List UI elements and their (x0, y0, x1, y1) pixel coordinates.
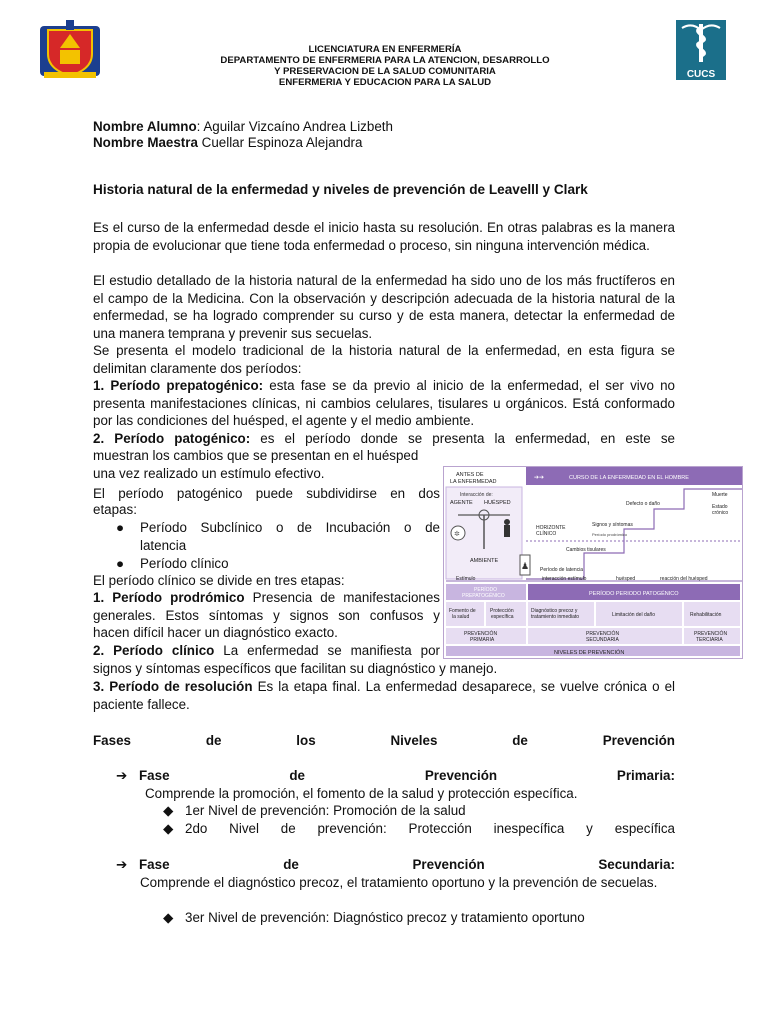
clinical-period-label: 2. Período clínico (93, 643, 215, 658)
course-label: CURSO DE LA ENFERMEDAD EN EL HOMBRE (569, 475, 689, 481)
heading-word: Prevención (602, 733, 675, 748)
before-label-1: ANTES DE (456, 472, 484, 478)
diamond-bullet-icon: ◆ (163, 910, 174, 925)
cell-health-promotion-1: Fomento de (449, 608, 476, 614)
prepatogenic-label: 1. Período prepatogénico: (93, 378, 264, 393)
header-line-4: ENFERMERIA Y EDUCACION PARA LA SALUD (278, 77, 492, 88)
resolution-text: Es la etapa final. La enfermedad desaparece, se vuelve crónica o el paciente fallece. (93, 679, 675, 712)
heading-word: Niveles (390, 733, 438, 748)
death-label: Muerte (712, 492, 728, 498)
title-word: de (289, 768, 306, 783)
paragraph-prepatogenic (93, 377, 675, 430)
cell-specific-protection-2: específica (491, 614, 514, 620)
prepatogenic-text: esta fase se da previo al inicio de la enfermedad, el ser vivo no presenta manifestaciones clínicas, ni cambios celulares, tisulares u orgánicos. Está conformado por las condiciones del huésped, el agente y el medio ambiente. (93, 378, 675, 429)
secondary-level-3: 3er Nivel de prevención: Diagnóstico precoz y tratamiento oportuno (185, 910, 585, 925)
natural-history-diagram (443, 466, 743, 659)
title-word: Prevención (412, 857, 485, 872)
host-reaction-label: reacción del huésped (660, 576, 708, 582)
host-label: HUÉSPED (484, 500, 511, 506)
paragraph-1: Es el curso de la enfermedad desde el inicio hasta su resolución. En otras palabras es la manera propia de evolucionar que tiene toda enfermedad o proceso, sin ninguna intervención médica. (93, 220, 675, 253)
secondary-phase-description: Comprende el diagnóstico precoz, el tratamiento oportuno y la prevención de secuelas. (140, 875, 658, 890)
chronic-label-1: Estado (712, 504, 728, 510)
virus-icon: ✲ (454, 531, 460, 538)
person-icon (504, 525, 510, 537)
pathogenic-text: es el período donde se presenta la enfermedad, en este se (250, 431, 675, 446)
header-line-2: DEPARTAMENTO DE ENFERMERIA PARA LA ATENCION, DESARROLLO (220, 55, 550, 66)
heading-word: de (205, 733, 222, 748)
bullet-subclinical-line-2: latencia (140, 537, 187, 553)
paragraph-pathogenic-line-1 (93, 430, 675, 448)
cell-early-diagnosis-1: Diagnóstico precoz y (531, 608, 578, 614)
cell-damage-limitation: Limitación del daño (612, 612, 656, 618)
title-word: Primaria: (616, 768, 675, 783)
title-word: Prevención (424, 768, 498, 783)
clinical-period-text: La enfermedad se manifiesta por (214, 643, 440, 658)
host-person-icon: ♟ (521, 561, 530, 571)
list-item (116, 519, 440, 554)
title-word: Secundaria: (598, 857, 675, 872)
prodromic-period-label: Período prodrómico (592, 532, 628, 537)
stimulus-label: Estímulo (456, 576, 476, 582)
pathogenic-label: 2. Período patogénico: (93, 431, 251, 446)
latency-label: Período de latencia (540, 567, 584, 573)
person-head-icon (504, 519, 510, 525)
bullet-clinical: Período clínico (140, 556, 229, 571)
heading-word: Fases (93, 733, 131, 748)
horizon-label-2: CLÍNICO (536, 531, 557, 537)
primary-level-2: 2do Nivel de prevención: Protección inespecífica y específica (185, 821, 675, 836)
cucs-logo-text: CUCS (686, 69, 716, 80)
title-word: Fase (139, 857, 170, 872)
teacher-name-line (93, 134, 675, 152)
primary-prevention-1: PREVENCIÓN (464, 631, 498, 637)
primary-phase-title (116, 767, 675, 785)
cell-rehabilitation: Rehabilitación (690, 612, 722, 618)
student-name: : Aguilar Vizcaíno Andrea Lizbeth (196, 119, 393, 134)
title-word: Fase (139, 768, 170, 783)
university-logo (38, 18, 102, 82)
arrow-right-icon: ➔ (116, 768, 128, 783)
title-word: de (283, 857, 299, 872)
paragraph-3: Se presenta el modelo tradicional de la historia natural de la enfermedad, en esta figura se delimitan claramente dos períodos: (93, 343, 675, 376)
diamond-bullet-icon: ◆ (163, 803, 174, 818)
signs-label: Signos y síntomas (592, 522, 633, 528)
host-small-label: huésped (616, 576, 636, 582)
interaction-label: Interacción de: (460, 492, 493, 498)
resolution-paragraph (93, 678, 675, 713)
page-title: Historia natural de la enfermedad y niveles de prevención de Leavelll y Clark (93, 182, 588, 197)
bullet-dot: ● (116, 556, 125, 571)
document-header (150, 44, 620, 88)
tissue-changes-label: Cambios tisulares (566, 547, 606, 553)
header-line-1: LICENCIATURA EN ENFERMERÍA (308, 44, 462, 55)
student-name-line (93, 118, 675, 136)
arrow-right-icon: ➔ (116, 857, 128, 872)
pathogenic-line-2: muestran los cambios que se presentan en el huésped (93, 448, 419, 463)
clinical-period-line-2: signos y síntomas específicos que facilitan su diagnóstico y manejo. (93, 661, 498, 676)
prodromic-label: 1. Período prodrómico (93, 590, 245, 605)
tertiary-prevention-1: PREVENCIÓN (694, 631, 728, 637)
prodromic-line-1 (93, 589, 440, 607)
teacher-label: Nombre Maestra (93, 135, 198, 150)
prodromic-line-3: hacen difícil hacer un diagnóstico exacto. (93, 625, 338, 640)
secondary-prevention-2: SECUNDARIA (586, 637, 619, 643)
pathogenic-line-3: una vez realizado un estímulo efectivo. (93, 466, 325, 481)
subdivide-line-1: El período patogénico puede subdividirse en dos (93, 486, 440, 501)
clinical-period-line-1 (93, 642, 440, 660)
clinical-stages-intro: El período clínico se divide en tres etapas: (93, 573, 345, 588)
levels-heading (93, 732, 675, 750)
damage-label: Defecto o daño (626, 501, 660, 507)
primary-prevention-2: PRIMARIA (470, 637, 495, 643)
before-label-2: LA ENFERMEDAD (450, 479, 497, 485)
list-item (163, 820, 675, 838)
cell-specific-protection-1: Protección (490, 608, 514, 614)
primary-level-1: 1er Nivel de prevención: Promoción de la salud (185, 803, 466, 818)
student-label: Nombre Alumno (93, 119, 197, 134)
bullet-subclinical-line-1: Período Subclínico o de Incubación o de (140, 520, 440, 535)
prepathogenic-label-2: PREPATOGÉNICO (462, 593, 505, 599)
prevention-levels-label: NIVELES DE PREVENCIÓN (554, 650, 625, 656)
list-item (163, 909, 675, 927)
cell-early-diagnosis-2: tratamiento inmediato (531, 614, 580, 620)
tertiary-prevention-2: TERCIARIA (696, 637, 723, 643)
environment-label: AMBIENTE (470, 558, 499, 564)
pathogenic-period-label: PERÍODO PERIODO PATOGÉNICO (589, 591, 679, 597)
subdivide-line-2: etapas: (93, 502, 137, 517)
teacher-name: Cuellar Espinoza Alejandra (197, 135, 363, 150)
resolution-label: 3. Período de resolución (93, 679, 253, 694)
chronic-label-2: crónico (712, 510, 729, 516)
agent-label: AGENTE (450, 500, 473, 506)
paragraph-2: El estudio detallado de la historia natural de la enfermedad ha sido uno de los más fructíferos en el campo de la Medicina. Con la observación y descripción adecuada de la historia natural de la enfermedad, se ha logrado comprender su curso y de esta manera, detectar la enfermedad de una manera temprana y prevenir sus secuelas. (93, 273, 675, 341)
secondary-prevention-1: PREVENCIÓN (586, 631, 620, 637)
bullet-dot: ● (116, 520, 125, 535)
heading-word: de (512, 733, 528, 748)
horizon-label-1: HORIZONTE (536, 525, 566, 531)
secondary-phase-title (116, 856, 675, 874)
arrow-icon: ➔➔ (534, 475, 545, 481)
primary-phase-description: Comprende la promoción, el fomento de la salud y protección específica. (145, 786, 578, 801)
prodromic-text: Presencia de manifestaciones (244, 590, 440, 605)
cucs-logo (676, 20, 726, 80)
prepathogenic-label-1: PERÍODO (474, 587, 498, 593)
list-item (116, 555, 440, 573)
cell-health-promotion-2: la salud (452, 614, 470, 620)
prodromic-line-2: generales. Estos síntomas y signos son confusos y (93, 608, 440, 623)
diamond-bullet-icon: ◆ (163, 821, 174, 836)
list-item (163, 802, 675, 820)
header-line-3: Y PRESERVACION DE LA SALUD COMUNITARIA (274, 66, 496, 77)
heading-word: los (296, 733, 316, 748)
interaction-stimulus-label: interacción estímulo (542, 576, 587, 582)
